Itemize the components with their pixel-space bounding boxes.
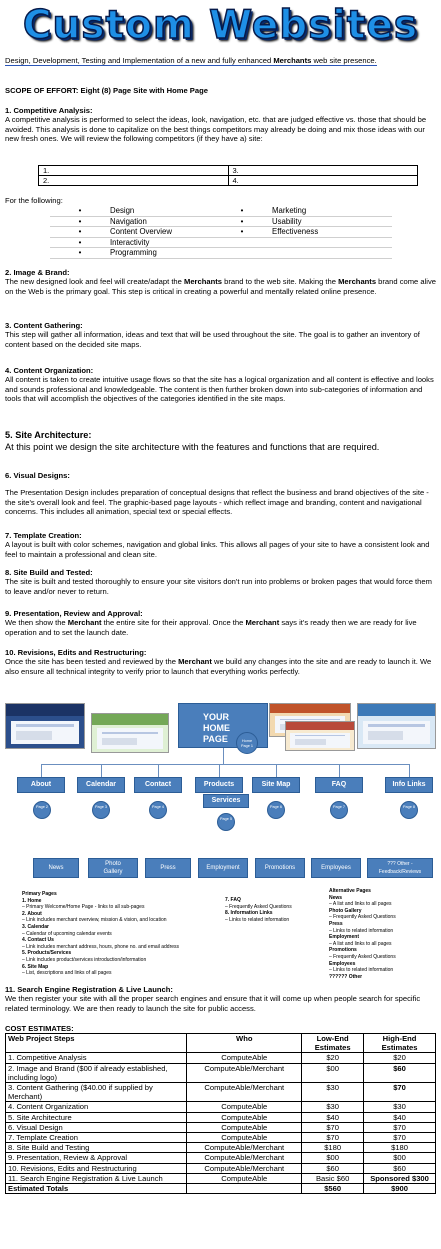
cost-step: 3. Content Gathering ($40.00 if supplied by Merchant) bbox=[6, 1083, 187, 1102]
list-item: 1. Home bbox=[22, 897, 42, 904]
section-5-title: 5. Site Architecture: bbox=[5, 430, 92, 440]
bullet: • bbox=[50, 206, 110, 217]
cost-title: COST ESTIMATES: bbox=[5, 1024, 74, 1033]
section-4-title: 4. Content Organization: bbox=[5, 366, 94, 375]
list-item: – Link includes merchant address, hours, phone no. and email address bbox=[22, 943, 180, 950]
table-row bbox=[6, 1053, 436, 1063]
section-1 bbox=[5, 106, 436, 143]
page-circle: Page 7 bbox=[330, 801, 348, 819]
section-9-text: the entire site for their approval. Once the bbox=[101, 618, 246, 628]
logo-text: Custom Websites bbox=[22, 3, 419, 48]
nav-node-calendar: Calendar bbox=[77, 777, 125, 793]
list-item: 8. Information Links bbox=[225, 910, 273, 917]
cost-who: ComputeAble bbox=[187, 1122, 302, 1132]
alt-page-other bbox=[367, 858, 433, 878]
bullet: • bbox=[50, 238, 110, 249]
cost-who: ComputeAble bbox=[187, 1173, 302, 1183]
cost-step: 4. Content Organization bbox=[6, 1102, 187, 1112]
alt-page-promotions bbox=[255, 858, 305, 878]
table-row bbox=[6, 1153, 436, 1163]
section-8 bbox=[5, 568, 436, 596]
brand-name: Merchants bbox=[338, 277, 377, 287]
alternative-pages-title: Alternative Pages bbox=[329, 888, 371, 894]
section-5-text: At this point we design the site architecture with the features and functions that are required. bbox=[5, 441, 380, 452]
section-3 bbox=[5, 321, 436, 349]
home-label: YOUR bbox=[203, 712, 230, 722]
cost-low: $30 bbox=[302, 1083, 364, 1102]
cost-high: $60 bbox=[364, 1063, 436, 1082]
section-11 bbox=[5, 985, 436, 1013]
section-3-title: 3. Content Gathering: bbox=[5, 321, 83, 330]
competitor-cell: 2. bbox=[39, 176, 229, 186]
cost-step: 6. Visual Design bbox=[6, 1122, 187, 1132]
section-3-text: This step will gather all information, ideas and text that will be used throughout the site. The goal is to gather an inventory of content based on the decided site maps. bbox=[5, 330, 420, 349]
connector bbox=[101, 764, 102, 777]
page-circle: Page 8 bbox=[400, 801, 418, 819]
cost-step: 10. Revisions, Edits and Restructuring bbox=[6, 1163, 187, 1173]
section-7-text: A layout is built with color schemes, navigation and global links. This allows all pages of your site to have a consistent look and feel to maintain a professional and clean site. bbox=[5, 540, 430, 559]
list-item: – Primary Welcome/Home Page - links to all sub-pages bbox=[22, 904, 145, 911]
list-item: News bbox=[329, 894, 343, 901]
cost-who: ComputeAble/Merchant bbox=[187, 1083, 302, 1102]
connector bbox=[223, 748, 224, 764]
cost-high: $30 bbox=[364, 1102, 436, 1112]
cost-low: $70 bbox=[302, 1133, 364, 1143]
alt-page-label: News bbox=[48, 865, 64, 871]
nav-node-products: Products bbox=[195, 777, 243, 793]
empty-cell bbox=[272, 238, 392, 249]
nav-node-services: Services bbox=[203, 794, 249, 808]
nav-node-contact: Contact bbox=[134, 777, 182, 793]
cost-high: $20 bbox=[364, 1053, 436, 1063]
alt-page-employees bbox=[311, 858, 361, 878]
cost-who: ComputeAble bbox=[187, 1133, 302, 1143]
list-item: – Links to related information bbox=[225, 916, 290, 923]
alt-page-label: ??? Other - bbox=[387, 861, 413, 867]
page-circle: Page 6 bbox=[267, 801, 285, 819]
table-row bbox=[6, 1163, 436, 1173]
alt-page-label: Gallery bbox=[103, 869, 123, 875]
section-7-title: 7. Template Creation: bbox=[5, 531, 82, 540]
bullet: • bbox=[212, 227, 272, 238]
list-item: 4. Contact Us bbox=[22, 937, 54, 944]
list-item: 3. Calendar bbox=[22, 923, 49, 930]
cost-step: 2. Image and Brand ($00 if already established, including logo) bbox=[6, 1063, 187, 1082]
more-pages-list bbox=[225, 897, 325, 923]
website-screenshot bbox=[5, 703, 85, 749]
list-item: – Link includes product/services introduction/information bbox=[22, 956, 147, 963]
alt-page-news bbox=[33, 858, 79, 878]
list-item: 6. Site Map bbox=[22, 963, 49, 970]
section-10 bbox=[5, 648, 436, 676]
cost-who: ComputeAble bbox=[187, 1053, 302, 1063]
alt-page-label: Press bbox=[160, 865, 176, 871]
cost-low: $30 bbox=[302, 1102, 364, 1112]
list-item: – Frequently Asked Questions bbox=[225, 903, 292, 910]
list-item: 5. Products/Services bbox=[22, 950, 72, 957]
for-following-label: For the following: bbox=[5, 196, 63, 205]
section-6-text: The Presentation Design includes preparation of conceptual designs that reflect the business and brand objectives of the site - the site's overall look and feel. The graphic-based page layouts - which reflect image and branding, content and navigational concerns. This includes all animation, special text or special effects. bbox=[5, 488, 429, 516]
intro-brand: Merchants bbox=[273, 56, 312, 65]
list-item: – A list and links to all pages bbox=[329, 901, 392, 908]
section-2 bbox=[5, 268, 436, 296]
list-item: ?????? Other bbox=[329, 973, 363, 980]
section-6-title: 6. Visual Designs: bbox=[5, 471, 70, 480]
scope-heading: SCOPE OF EFFORT: Eight (8) Page Site with Home Page bbox=[5, 86, 208, 95]
cost-who: ComputeAble/Merchant bbox=[187, 1163, 302, 1173]
cost-high: $70 bbox=[364, 1133, 436, 1143]
home-label: HOME bbox=[203, 723, 230, 733]
section-9-title: 9. Presentation, Review and Approval: bbox=[5, 609, 143, 618]
section-11-text: We then register your site with all the proper search engines and ensure that it will come up when people search for specific related terminology. We are then ready to launch the site for public access. bbox=[5, 994, 421, 1013]
section-6 bbox=[5, 471, 436, 516]
cost-high: $60 bbox=[364, 1163, 436, 1173]
section-10-text: Once the site has been tested and reviewed by the bbox=[5, 657, 179, 667]
total-high: $900 bbox=[364, 1184, 436, 1194]
total-low: $560 bbox=[302, 1184, 364, 1194]
table-row bbox=[6, 1173, 436, 1183]
section-2-text: brand come alive on the Web is the primary goal. This step is critical in creating a powerful and mentally related online presence. bbox=[5, 277, 437, 296]
section-10-title: 10. Revisions, Edits and Restructuring: bbox=[5, 648, 147, 657]
site-map-diagram bbox=[5, 703, 436, 883]
competitor-cell: 4. bbox=[228, 176, 418, 186]
brand-name: Merchants bbox=[184, 277, 222, 287]
cost-who: ComputeAble bbox=[187, 1112, 302, 1122]
competitor-cell: 3. bbox=[228, 166, 418, 176]
home-label: PAGE bbox=[203, 734, 228, 744]
section-9-text: We then show the bbox=[5, 618, 68, 628]
intro-text-end: web site presence. bbox=[311, 56, 377, 65]
website-screenshot bbox=[91, 713, 169, 753]
alt-page-label: Promotions bbox=[264, 865, 296, 871]
cost-high: $00 bbox=[364, 1153, 436, 1163]
cost-low: $00 bbox=[302, 1063, 364, 1082]
section-8-text: The site is built and tested thoroughly to ensure your site visitors don't run into problems or broken pages that would force them to leave and/or never to return. bbox=[5, 577, 432, 596]
section-9-text: says it's ready then we are ready for live operation and to set the launch date. bbox=[5, 618, 417, 637]
cost-header-row bbox=[6, 1034, 436, 1053]
bullet: • bbox=[212, 206, 272, 217]
list-item: Employment bbox=[329, 934, 360, 941]
review-item: Effectiveness bbox=[272, 227, 392, 238]
cost-low: Basic $60 bbox=[302, 1173, 364, 1183]
alt-page-press bbox=[145, 858, 191, 878]
section-2-title: 2. Image & Brand: bbox=[5, 268, 70, 277]
cost-step: 9. Presentation, Review & Approval bbox=[6, 1153, 187, 1163]
list-item: Photo Gallery bbox=[329, 907, 362, 914]
cost-who: ComputeAble/Merchant bbox=[187, 1153, 302, 1163]
page-circle: Page 4 bbox=[149, 801, 167, 819]
cost-low: $180 bbox=[302, 1143, 364, 1153]
connector bbox=[339, 764, 340, 777]
brand-name: Merchant bbox=[245, 618, 280, 628]
alternative-pages-list bbox=[329, 888, 434, 980]
section-7 bbox=[5, 531, 436, 559]
total-row bbox=[6, 1184, 436, 1194]
alt-page-employment bbox=[198, 858, 248, 878]
review-item: Usability bbox=[272, 217, 392, 228]
list-item: – List, descriptions and links of all pages bbox=[22, 970, 112, 977]
cost-low: $20 bbox=[302, 1053, 364, 1063]
website-screenshot bbox=[357, 703, 436, 749]
review-items bbox=[5, 206, 436, 259]
cost-step: 1. Competitive Analysis bbox=[6, 1053, 187, 1063]
section-2-text: brand to the web site. Making the bbox=[221, 277, 339, 287]
cost-step: 5. Site Architecture bbox=[6, 1112, 187, 1122]
section-10-text: we build any changes into the site and are ready to launch it. We also ensure all technical integrity to verify prior to launch that everything works perfectly. bbox=[5, 657, 432, 676]
cost-low: $70 bbox=[302, 1122, 364, 1132]
empty-cell bbox=[212, 238, 272, 249]
column-header: High-End Estimates bbox=[364, 1034, 436, 1053]
section-9 bbox=[5, 609, 436, 637]
list-item: Employees bbox=[329, 960, 356, 967]
alt-page-label: Feedback/Reviews bbox=[378, 869, 422, 875]
cost-step: 11. Search Engine Registration & Live Launch bbox=[6, 1173, 187, 1183]
section-1-title: 1. Competitive Analysis: bbox=[5, 106, 93, 115]
list-item: – Links to related information bbox=[329, 927, 394, 934]
website-screenshot bbox=[285, 721, 355, 751]
review-item: Interactivity bbox=[110, 238, 212, 249]
home-page-circle: Home Page 1 bbox=[236, 732, 258, 754]
empty-cell bbox=[272, 248, 392, 259]
cost-high: $70 bbox=[364, 1122, 436, 1132]
list-item: – Frequently Asked Questions bbox=[329, 914, 396, 921]
page-circle: Page 5 bbox=[217, 813, 235, 831]
column-header: Web Project Steps bbox=[6, 1034, 187, 1053]
bullet: • bbox=[212, 217, 272, 228]
connector bbox=[409, 764, 410, 777]
review-item: Navigation bbox=[110, 217, 212, 228]
table-row bbox=[6, 1063, 436, 1082]
cost-low: $60 bbox=[302, 1163, 364, 1173]
connector bbox=[276, 764, 277, 777]
list-item: – Calendar of upcoming calendar events bbox=[22, 930, 112, 937]
competitor-table-wrap bbox=[5, 165, 436, 186]
nav-node-about: About bbox=[17, 777, 65, 793]
section-4 bbox=[5, 366, 436, 403]
connector bbox=[158, 764, 159, 777]
cost-who: ComputeAble bbox=[187, 1102, 302, 1112]
nav-node-info-links: Info Links bbox=[385, 777, 433, 793]
intro bbox=[5, 56, 436, 65]
alt-page-photo-gallery bbox=[88, 858, 138, 878]
list-item: 7. FAQ bbox=[225, 897, 241, 903]
cost-who: ComputeAble/Merchant bbox=[187, 1143, 302, 1153]
nav-node-site-map: Site Map bbox=[252, 777, 300, 793]
empty-cell bbox=[187, 1184, 302, 1194]
table-row bbox=[6, 1102, 436, 1112]
alt-page-label: Photo bbox=[105, 861, 121, 867]
section-1-text: A competitive analysis is performed to select the ideas, look, navigation, etc. that are judged effective vs. those that should be avoided. This analysis is done to capitalize on the best things competitors may already be doing and mix those ideas with our new fresh ones. We will review the following competitors (if they have a) site: bbox=[5, 115, 427, 143]
review-item: Design bbox=[110, 206, 212, 217]
bullet: • bbox=[50, 248, 110, 259]
cost-low: $00 bbox=[302, 1153, 364, 1163]
cost-high: Sponsored $300 bbox=[364, 1173, 436, 1183]
column-header: Who bbox=[187, 1034, 302, 1053]
connector bbox=[41, 764, 42, 777]
logo bbox=[5, 0, 436, 50]
review-item: Content Overview bbox=[110, 227, 212, 238]
empty-cell bbox=[212, 248, 272, 259]
brand-name: Merchant bbox=[67, 618, 102, 628]
list-item: Promotions bbox=[329, 947, 357, 954]
competitor-table bbox=[38, 165, 418, 186]
table-row bbox=[6, 1122, 436, 1132]
competitor-cell: 1. bbox=[39, 166, 229, 176]
table-row bbox=[6, 1133, 436, 1143]
table-row bbox=[6, 1083, 436, 1102]
bullet: • bbox=[50, 217, 110, 228]
nav-node-faq: FAQ bbox=[315, 777, 363, 793]
brand-name: Merchant bbox=[178, 657, 212, 667]
list-item: – Links to related information bbox=[329, 967, 394, 974]
cost-high: $70 bbox=[364, 1083, 436, 1102]
page-circle: Page 3 bbox=[92, 801, 110, 819]
column-header: Low-End Estimates bbox=[302, 1034, 364, 1053]
section-4-text: All content is taken to create intuitive usage flows so that the site has a logical organization and all content is effective and looks and sounds professional and knowledgeable. The content is then further broken down into sub-categories of information and tools that will accomplish the objectives of the categories identified in the site maps. bbox=[5, 375, 434, 403]
bullet: • bbox=[50, 227, 110, 238]
table-row bbox=[6, 1143, 436, 1153]
intro-text: Design, Development, Testing and Implementation of a new and fully enhanced bbox=[5, 56, 274, 65]
review-item: Marketing bbox=[272, 206, 392, 217]
cost-high: $40 bbox=[364, 1112, 436, 1122]
connector bbox=[41, 764, 409, 765]
list-item: – Frequently Asked Questions bbox=[329, 953, 396, 960]
alt-page-label: Employment bbox=[206, 865, 240, 871]
section-5 bbox=[5, 430, 436, 453]
list-item: 2. About bbox=[22, 910, 42, 917]
primary-pages-list bbox=[22, 891, 222, 977]
alt-page-label: Employees bbox=[321, 865, 351, 871]
cost-step: 8. Site Build and Testing bbox=[6, 1143, 187, 1153]
primary-pages-title: Primary Pages bbox=[22, 891, 57, 897]
connector bbox=[219, 764, 220, 777]
list-item: – A list and links to all pages bbox=[329, 940, 392, 947]
total-label: Estimated Totals bbox=[6, 1184, 187, 1194]
cost-step: 7. Template Creation bbox=[6, 1133, 187, 1143]
list-item: – Link includes merchant overview, mission & vision, and location bbox=[22, 917, 167, 924]
cost-high: $180 bbox=[364, 1143, 436, 1153]
review-item: Programming bbox=[110, 248, 212, 259]
page-circle: Page 2 bbox=[33, 801, 51, 819]
table-row bbox=[6, 1112, 436, 1122]
cost-low: $40 bbox=[302, 1112, 364, 1122]
section-11-title: 11. Search Engine Registration & Live Launch: bbox=[5, 985, 173, 994]
section-8-title: 8. Site Build and Tested: bbox=[5, 568, 93, 577]
list-item: Press bbox=[329, 920, 343, 927]
cost-table bbox=[5, 1033, 436, 1194]
cost-who: ComputeAble/Merchant bbox=[187, 1063, 302, 1082]
section-2-text: The new designed look and feel will create/adapt the bbox=[5, 277, 184, 287]
